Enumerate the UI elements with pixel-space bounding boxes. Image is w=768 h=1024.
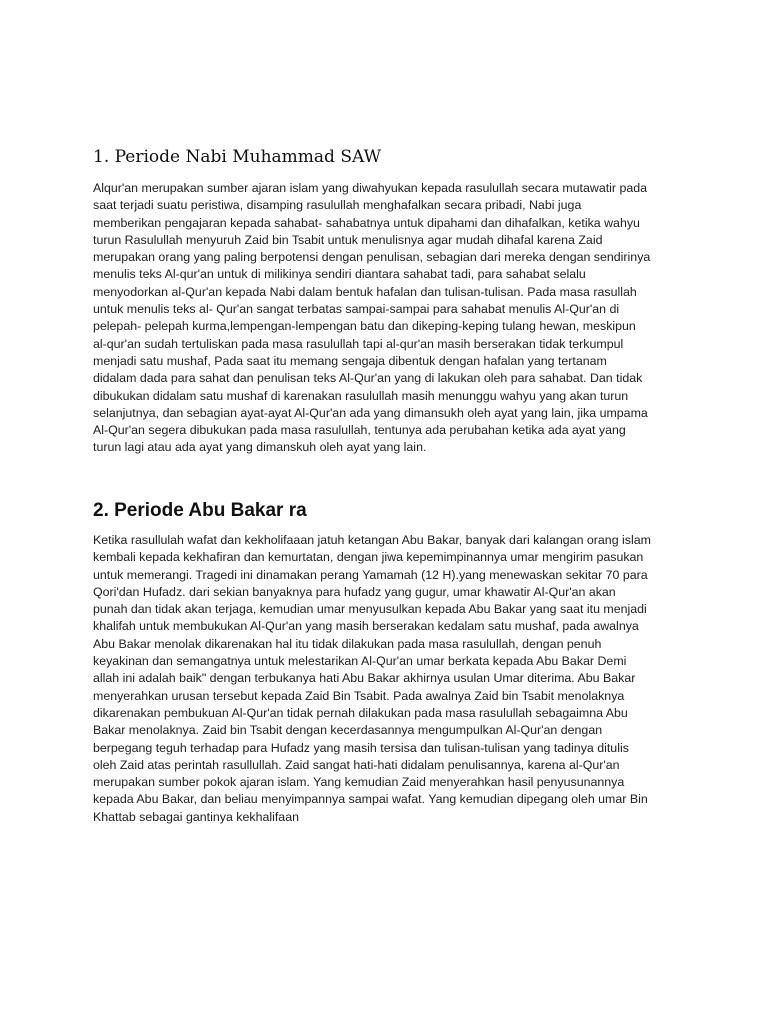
section-2-paragraph [93, 532, 683, 826]
paragraph-line: pelepah- pelepah kurma,lempengan-lempengan batu dan dikeping-keping tulang hewan, meskipun [93, 319, 636, 334]
paragraph-line: berpegang teguh terhadap para Hufadz yang masih tersisa dan tulisan-tulisan yang tadinya ditulis [93, 740, 629, 755]
paragraph-line: untuk menulis teks al- Qur'an sangat terbatas sampai-sampai para sahabat menulis Al-Qur'an di [93, 302, 620, 317]
paragraph-line: untuk memerangi. Tragedi ini dinamakan perang Yamamah (12 H).yang menewaskan sekitar 70 para [93, 567, 648, 582]
paragraph-line: kembali kepada kekhafiran dan kemurtatan, dengan jiwa kepemimpinannya umar mengirim pasukan [93, 550, 644, 565]
section-2-heading: 2. Periode Abu Bakar ra [93, 500, 307, 521]
paragraph-line: saat terjadi suatu peristiwa, disamping rasulullah menghafalkan secara pribadi, Nabi juga [93, 198, 582, 213]
paragraph-line: Al-Qur'an segera dibukukan pada masa rasulullah, tentunya ada perubahan ketika ada ayat yang [93, 423, 626, 438]
paragraph-line: khalifah untuk membukukan Al-Qur'an yang masih berserakan kedalam satu mushaf, pada awalnya [93, 619, 639, 634]
paragraph-line: turun Rasulullah menyuruh Zaid bin Tsabit untuk menulisnya agar mudah dihafal karena Zaid [93, 232, 603, 247]
paragraph-line: didalam dada para sahat dan penulisan teks Al-Qur'an yang di lakukan oleh para sahabat. Dan tidak [93, 371, 643, 386]
paragraph-line: kepada Abu Bakar, dan beliau menyimpannya sampai wafat. Yang kemudian dipegang oleh umar Bin [93, 792, 648, 807]
paragraph-line: selanjutnya, dan sebagian ayat-ayat Al-Qur'an ada yang dimansukh oleh ayat yang lain, jika umpama [93, 405, 648, 420]
paragraph-line: keyakinan dan semangatnya untuk melestarikan Al-Qur'an umar berkata kepada Abu Bakar Demi [93, 654, 627, 669]
paragraph-line: menulis teks Al-qur'an untuk di milikinya sendiri diantara sahabat tadi, para sahabat selalu [93, 267, 586, 282]
paragraph-line: menjadi satu mushaf, Pada saat itu memang sengaja dibentuk dengan hafalan yang tertanam [93, 353, 607, 368]
paragraph-line: memberikan pengajaran kepada sahabat- sahabatnya untuk dipahami dan dihafalkan, ketika wahyu [93, 215, 640, 230]
paragraph-line: oleh Zaid atas perintah rasullullah. Zaid sangat hati-hati didalam penulisannya, karena al-Qur'an [93, 757, 620, 772]
paragraph-line: Abu Bakar menolak dikarenakan hal itu tidak dilakukan pada masa rasulullah, dengan penuh [93, 636, 602, 651]
paragraph-line: turun lagi atau ada ayat yang dimanskuh oleh ayat yang lain. [93, 440, 427, 455]
paragraph-line: al-qur'an sudah tertuliskan pada masa rasulullah tapi al-qur'an masih berserakan tidak terkumpul [93, 336, 624, 351]
paragraph-line: Khattab sebagai gantinya kekhalifaan [93, 809, 299, 824]
paragraph-line: merupakan sumber pokok ajaran islam. Yang kemudian Zaid menyerahkan hasil penyusunannya [93, 775, 625, 790]
paragraph-line: dikarenakan pembukuan Al-Qur'an tidak pernah dilakukan pada masa rasulullah sebagaimna Abu [93, 705, 628, 720]
paragraph-line: Ketika rasullulah wafat dan kekholifaaan jatuh ketangan Abu Bakar, banyak dari kalangan orang islam [93, 533, 651, 547]
paragraph-line: merupakan orang yang paling berpotensi dengan penulisan, sebagian dari mereka dengan sendirinya [93, 250, 651, 265]
section-1-paragraph [93, 180, 683, 457]
paragraph-line: Bakar menolaknya. Zaid bin Tsabit dengan kecerdasannya mengumpulkan Al-Qur'an dengan [93, 723, 603, 738]
paragraph-line: punah dan tidak akan terjaga, kemudian umar menyusulkan kepada Abu Bakar yang saat itu menjadi [93, 602, 647, 617]
paragraph-line: dibukukan didalam satu mushaf di karenakan rasulullah masih menunggu wahyu yang akan turun [93, 388, 629, 403]
paragraph-line: allah ini adalah baik" dengan terbukanya hati Abu Bakar akhirnya usulan Umar diterima. Abu Bakar [93, 671, 636, 686]
paragraph-line: menyodorkan al-Qur'an kepada Nabi dalam bentuk hafalan dan tulisan-tulisan. Pada masa rasullah [93, 284, 637, 299]
paragraph-line: Alqur'an merupakan sumber ajaran islam yang diwahyukan kepada rasulullah secara mutawatir pada [93, 181, 648, 195]
paragraph-line: menyerahkan urusan tersebut kepada Zaid Bin Tsabit. Pada awalnya Zaid bin Tsabit menolaknya [93, 688, 625, 703]
section-1-heading: 1. Periode Nabi Muhammad SAW [93, 147, 382, 167]
paragraph-line: Qori'dan Hufadz. dari sekian banyaknya para hufadz yang gugur, umar khawatir Al-Qur'an akan [93, 584, 616, 599]
